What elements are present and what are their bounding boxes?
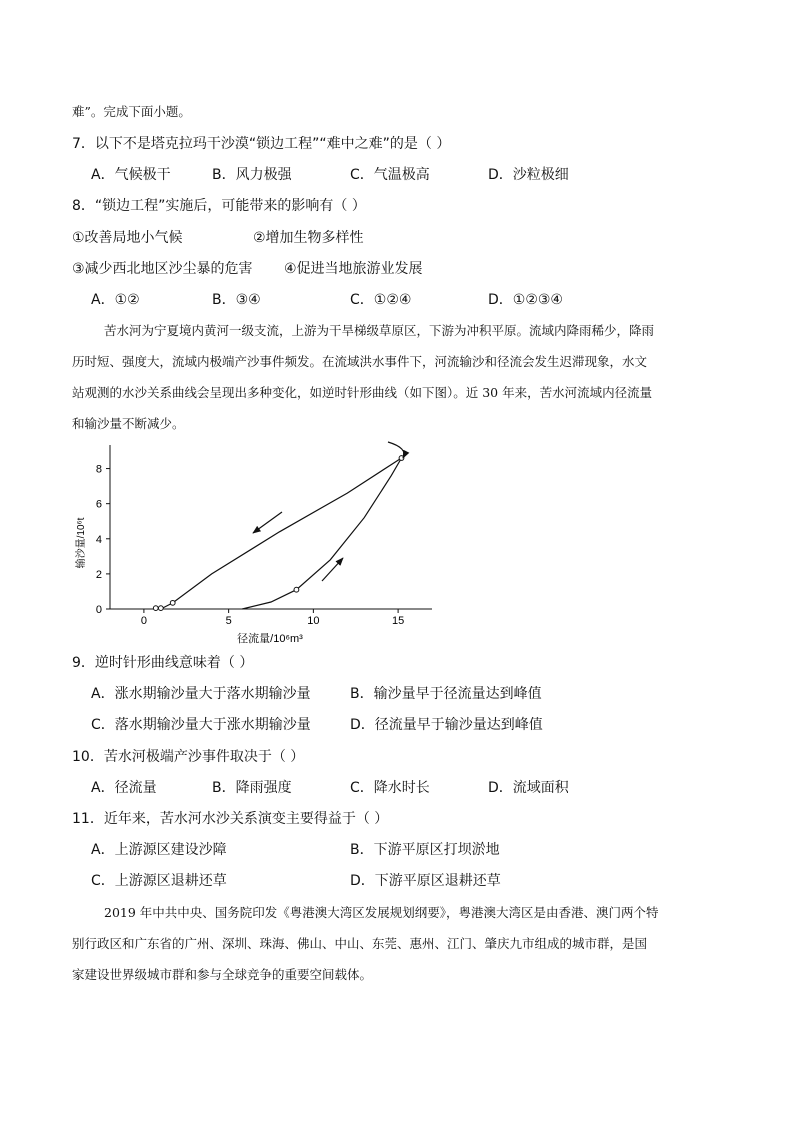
q11-option-d[interactable]: D．下游平原区退耕还草 [350, 873, 501, 889]
y-tick-label: 6 [95, 498, 102, 511]
passage-line: 和输沙量不断减少。 [72, 416, 185, 431]
passage-line: 历时短、强度大，流域内极端产沙事件频发。在流域洪水事件下，河流输沙和径流会发生迟滞现象，水文 [72, 354, 648, 369]
y-tick-label: 8 [95, 463, 102, 476]
y-axis-label: 输沙量/10⁶t [76, 517, 87, 569]
q7-option-a[interactable]: A．气候极干 [91, 167, 171, 183]
question-8-stem: 8．“锁边工程”实施后，可能带来的影响有（ ） [72, 198, 366, 214]
q8-option-d[interactable]: D．①②③④ [488, 292, 563, 308]
passage-line: 站观测的水沙关系曲线会呈现出多种变化，如逆时针形曲线（如下图）。近 30 年来，苦水河流域内径流量 [72, 385, 653, 400]
question-10-stem: 10．苦水河极端产沙事件取决于（ ） [72, 749, 305, 765]
q8-item-2: ②增加生物多样性 [253, 230, 364, 246]
q8-option-c[interactable]: C．①②④ [350, 292, 412, 308]
q7-option-b[interactable]: B．风力极强 [212, 167, 292, 183]
passage-line: 家建设世界级城市群和参与全球竞争的重要空间载体。 [72, 967, 373, 982]
q7-option-d[interactable]: D．沙粒极细 [488, 167, 569, 183]
q8-item-4: ④促进当地旅游业发展 [284, 261, 423, 277]
q8-item-1: ①改善局地小气候 [72, 230, 183, 246]
q7-option-c[interactable]: C．气温极高 [350, 167, 430, 183]
intro-tail: 难”。完成下面小题。 [72, 104, 191, 119]
q11-option-c[interactable]: C．上游源区退耕还草 [91, 873, 227, 889]
question-7-stem: 7．以下不是塔克拉玛干沙漠“锁边工程”“难中之难”的是（ ） [72, 136, 451, 152]
q8-option-a[interactable]: A．①② [91, 292, 140, 308]
passage-line: 别行政区和广东省的广州、深圳、珠海、佛山、中山、东莞、惠州、江门、肇庆九市组成的城市群，是国 [72, 936, 648, 951]
q10-option-c[interactable]: C．降水时长 [350, 780, 430, 796]
sediment-runoff-chart [70, 438, 440, 650]
rising-arrow-icon [322, 558, 343, 581]
data-point [294, 587, 299, 592]
x-tick-label: 5 [225, 615, 232, 627]
q8-option-b[interactable]: B．③④ [212, 292, 261, 308]
q9-option-b[interactable]: B．输沙量早于径流量达到峰值 [350, 686, 542, 702]
q10-option-d[interactable]: D．流域面积 [488, 780, 569, 796]
y-tick-label: 2 [95, 568, 102, 581]
x-tick-label: 10 [307, 615, 320, 627]
q10-option-b[interactable]: B．降雨强度 [212, 780, 292, 796]
q10-option-a[interactable]: A．径流量 [91, 780, 157, 796]
rising-limb-line [242, 458, 401, 609]
question-11-stem: 11．近年来，苦水河水沙关系演变主要得益于（ ） [72, 811, 389, 827]
data-point [153, 606, 158, 611]
x-axis-label: 径流量/10⁶m³ [237, 633, 303, 645]
falling-arrow-icon [253, 512, 282, 533]
falling-limb-line [159, 458, 401, 609]
q11-option-a[interactable]: A．上游源区建设沙障 [91, 842, 227, 858]
data-point [170, 600, 175, 605]
q8-item-3: ③减少西北地区沙尘暴的危害 [72, 261, 253, 277]
q9-option-d[interactable]: D．径流量早于输沙量达到峰值 [350, 717, 543, 733]
q11-option-b[interactable]: B．下游平原区打坝淤地 [350, 842, 500, 858]
q9-option-a[interactable]: A．涨水期输沙量大于落水期输沙量 [91, 686, 311, 702]
passage-line: 2019 年中共中央、国务院印发《粤港澳大湾区发展规划纲要》，粤港澳大湾区是由香港、澳门两个特 [104, 905, 659, 920]
passage-line: 苦水河为宁夏境内黄河一级支流，上游为干旱梯级草原区，下游为冲积平原。流域内降雨稀少，降雨 [104, 323, 655, 338]
question-9-stem: 9．逆时针形曲线意味着（ ） [72, 655, 254, 671]
data-point [158, 606, 163, 611]
x-tick-label: 0 [140, 615, 147, 627]
q9-option-c[interactable]: C．落水期输沙量大于涨水期输沙量 [91, 717, 311, 733]
x-tick-label: 15 [391, 615, 405, 627]
y-tick-label: 4 [95, 533, 102, 546]
y-tick-label: 0 [95, 604, 102, 616]
